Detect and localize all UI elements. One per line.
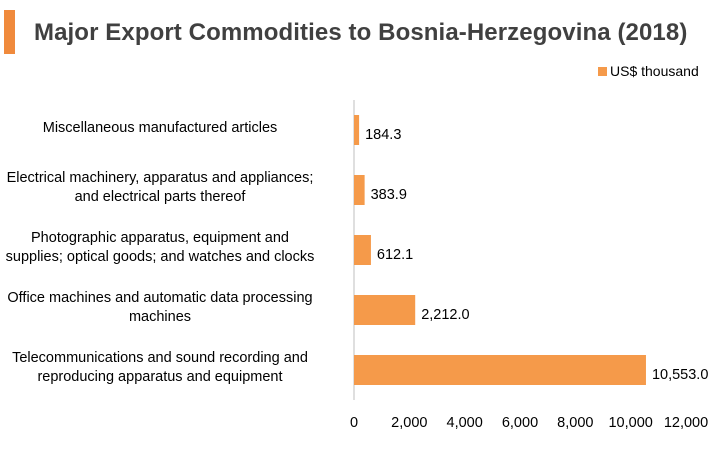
- x-tick-label: 0: [349, 415, 359, 431]
- category-label-line: Office machines and automatic data processing: [7, 290, 313, 306]
- chart-title: Major Export Commodities to Bosnia-Herzegovina (2018): [34, 19, 688, 46]
- category-label-line: and electrical parts thereof: [74, 189, 246, 205]
- data-label: 184.3: [365, 127, 402, 143]
- category-label-line: Photographic apparatus, equipment and: [31, 230, 289, 246]
- category-label-line: Electrical machinery, apparatus and appliances;: [6, 170, 314, 186]
- x-tick-label: 4,000: [446, 415, 483, 431]
- bar: [354, 295, 415, 325]
- x-tick-label: 12,000: [663, 415, 709, 431]
- legend-label: US$ thousand: [610, 63, 699, 79]
- data-label: 10,553.0: [651, 367, 709, 383]
- x-tick-label: 6,000: [501, 415, 539, 431]
- bar: [354, 175, 365, 205]
- data-label: 2,212.0: [421, 307, 470, 323]
- category-label-line: supplies; optical goods; and watches and clocks: [5, 249, 315, 265]
- x-tick-label: 8,000: [557, 415, 594, 431]
- bar: [354, 115, 359, 145]
- category-label-line: Miscellaneous manufactured articles: [42, 119, 278, 136]
- category-label-line: reproducing apparatus and equipment: [37, 369, 283, 385]
- data-label: 612.1: [376, 247, 414, 263]
- data-label: 383.9: [370, 187, 407, 203]
- category-label-line: Telecommunications and sound recording and: [12, 350, 308, 366]
- x-tick-label: 10,000: [608, 415, 653, 431]
- bar: [354, 235, 371, 265]
- category-label-line: machines: [128, 309, 192, 325]
- bar: [354, 355, 646, 385]
- x-tick-label: 2,000: [391, 415, 428, 431]
